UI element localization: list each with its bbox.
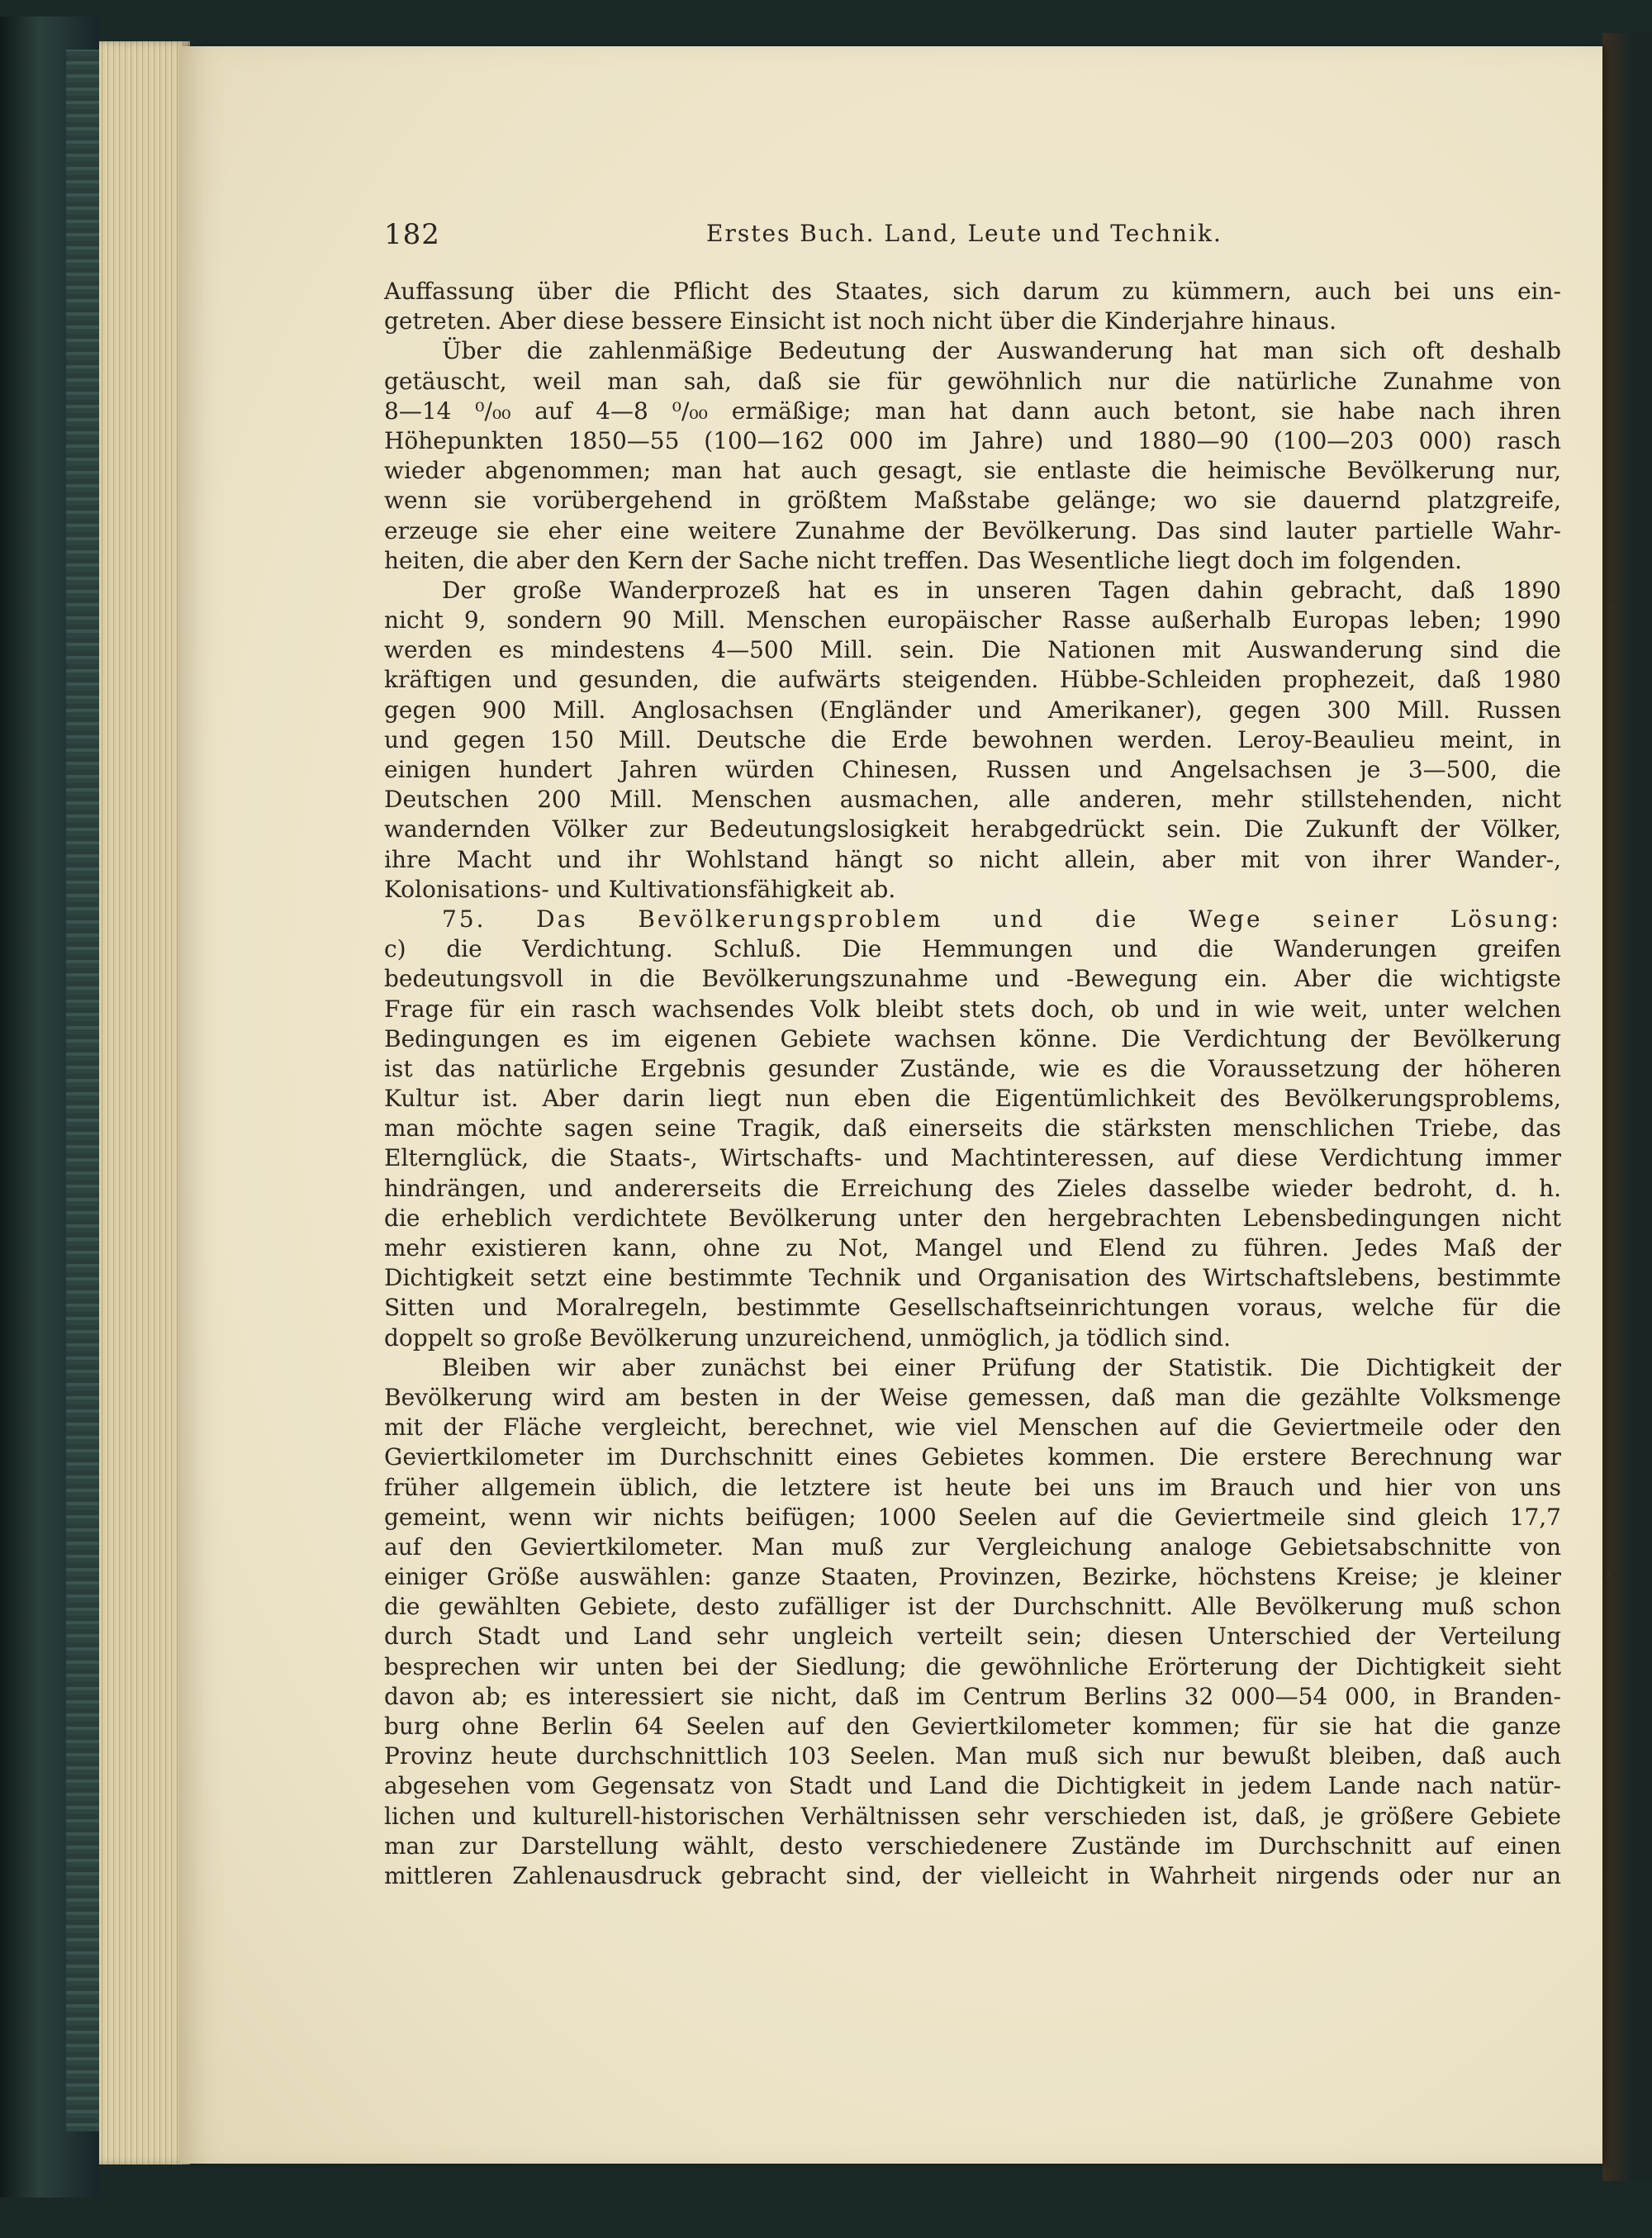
text-line: mehr existieren kann, ohne zu Not, Mangel und Elend zu führen. Jedes Maß der <box>384 1234 1561 1262</box>
page-header <box>384 218 1561 259</box>
text-line: Deutschen 200 Mill. Menschen ausmachen, alle anderen, mehr stillstehenden, nicht <box>384 786 1561 814</box>
text-line: bedeutungsvoll in die Bevölkerungszunahme und -Bewegung ein. Aber die wichtigste <box>384 965 1561 993</box>
right-cover-edge <box>1602 33 1652 2181</box>
text-line: wandernden Völker zur Bedeutungslosigkeit herabgedrückt sein. Die Zukunft der Völker, <box>384 815 1561 843</box>
page-edges <box>99 41 190 2164</box>
text-line: Bleiben wir aber zunächst bei einer Prüfung der Statistik. Die Dichtigkeit der <box>442 1353 1561 1381</box>
text-line: getäuscht, weil man sah, daß sie für gewöhnlich nur die natürliche Zunahme von <box>384 367 1561 395</box>
text-line: lichen und kulturell-historischen Verhältnissen sehr verschieden ist, daß, je größere Gebiete <box>384 1802 1561 1830</box>
text-line: Über die zahlenmäßige Bedeutung der Auswanderung hat man sich oft deshalb <box>442 337 1561 365</box>
text-line: Kolonisations- und Kultivationsfähigkeit ab. <box>384 875 896 903</box>
running-title: Erstes Buch. Land, Leute und Technik. <box>706 220 1222 247</box>
text-line: man zur Darstellung wählt, desto verschiedenere Zustände im Durchschnitt auf einen <box>384 1832 1561 1860</box>
text-line: gemeint, wenn wir nichts beifügen; 1000 Seelen auf die Geviertmeile sind gleich 17,7 <box>384 1503 1561 1531</box>
text-line: abgesehen vom Gegensatz von Stadt und Land die Dichtigkeit in jedem Lande nach natür- <box>384 1772 1561 1800</box>
text-line: Bevölkerung wird am besten in der Weise gemessen, daß man die gezählte Volksmenge <box>384 1383 1561 1411</box>
text-line: erzeuge sie eher eine weitere Zunahme der Bevölkerung. Das sind lauter partielle Wahr- <box>384 516 1561 544</box>
text-line: nicht 9, sondern 90 Mill. Menschen europäischer Rasse außerhalb Europas leben; 1990 <box>384 606 1561 634</box>
text-line: heiten, die aber den Kern der Sache nicht treffen. Das Wesentliche liegt doch im folgenden. <box>384 546 1463 574</box>
margin-mark: ' <box>1609 601 1614 621</box>
text-line: mittleren Zahlenausdruck gebracht sind, der vielleicht in Wahrheit nirgends oder nur an <box>384 1861 1561 1889</box>
text-line: Geviertkilometer im Durchschnitt eines Gebietes kommen. Die erstere Berechnung war <box>384 1443 1561 1471</box>
text-line: Elternglück, die Staats-, Wirtschafts- und Machtinteressen, auf diese Verdichtung immer <box>384 1144 1561 1172</box>
text-line: mit der Fläche vergleicht, berechnet, wie viel Menschen auf die Geviertmeile oder den <box>384 1414 1561 1442</box>
text-line: und gegen 150 Mill. Deutsche die Erde bewohnen werden. Leroy-Beaulieu meint, in <box>384 725 1561 753</box>
text-line: wenn sie vorübergehend in größtem Maßstabe gelänge; wo sie dauernd platzgreife, <box>384 487 1561 515</box>
text-line: 8—14 ⁰/₀₀ auf 4—8 ⁰/₀₀ ermäßige; man hat dann auch betont, sie habe nach ihren <box>384 397 1561 425</box>
text-line: auf den Geviertkilometer. Man muß zur Vergleichung analoge Gebietsabschnitte von <box>384 1532 1561 1561</box>
text-line: doppelt so große Bevölkerung unzureichend, unmöglich, ja tödlich sind. <box>384 1323 1232 1352</box>
text-line: die erheblich verdichtete Bevölkerung unter den hergebrachten Lebensbedingungen nicht <box>384 1204 1561 1232</box>
text-line: davon ab; es interessiert sie nicht, daß im Centrum Berlins 32 000—54 000, in Branden- <box>384 1682 1561 1710</box>
text-line: Bedingungen es im eigenen Gebiete wachsen könne. Die Verdichtung der Bevölkerung <box>384 1024 1561 1052</box>
text-line: Provinz heute durchschnittlich 103 Seelen. Man muß sich nur bewußt bleiben, daß auch <box>384 1742 1561 1770</box>
text-line: Höhepunkten 1850—55 (100—162 000 im Jahre) und 1880—90 (100—203 000) rasch <box>384 426 1561 454</box>
body-text <box>384 277 1561 1891</box>
text-line: getreten. Aber diese bessere Einsicht ist noch nicht über die Kinderjahre hinaus. <box>384 307 1336 335</box>
text-line: gegen 900 Mill. Anglosachsen (Engländer und Amerikaner), gegen 300 Mill. Russen <box>384 696 1561 724</box>
text-line: Kultur ist. Aber darin liegt nun eben die Eigentümlichkeit des Bevölkerungsproblems, <box>384 1085 1561 1113</box>
text-line: hindrängen, und andererseits die Erreichung des Zieles dasselbe wieder bedroht, d. h. <box>384 1174 1561 1202</box>
text-line: Der große Wanderprozeß hat es in unseren Tagen dahin gebracht, daß 1890 <box>442 576 1561 604</box>
text-line: Dichtigkeit setzt eine bestimmte Technik und Organisation des Wirtschaftslebens, bestimmte <box>384 1264 1561 1292</box>
text-line: c) die Verdichtung. Schluß. Die Hemmungen und die Wanderungen greifen <box>384 935 1561 963</box>
text-line: ihre Macht und ihr Wohlstand hängt so nicht allein, aber mit von ihrer Wander-, <box>384 845 1561 873</box>
text-line: wieder abgenommen; man hat auch gesagt, sie entlaste die heimische Bevölkerung nur, <box>384 457 1561 485</box>
page-number: 182 <box>384 218 440 251</box>
text-line: burg ohne Berlin 64 Seelen auf den Geviertkilometer kommen; für sie hat die ganze <box>384 1713 1561 1740</box>
text-line: einigen hundert Jahren würden Chinesen, Russen und Angelsachsen je 3—500, die <box>384 756 1561 783</box>
text-line: Sitten und Moralregeln, bestimmte Gesellschaftseinrichtungen voraus, welche für die <box>384 1294 1561 1322</box>
text-line: Auffassung über die Pflicht des Staates, sich darum zu kümmern, auch bei uns ein- <box>384 278 1561 305</box>
text-line: kräftigen und gesunden, die aufwärts steigenden. Hübbe-Schleiden prophezeit, daß 1980 <box>384 666 1561 694</box>
text-line: die gewählten Gebiete, desto zufälliger ist der Durchschnitt. Alle Bevölkerung muß schon <box>384 1593 1561 1621</box>
text-line: früher allgemein üblich, die letztere ist heute bei uns im Brauch und hier von uns <box>384 1473 1561 1501</box>
text-line: 75. Das Bevölkerungsproblem und die Wege seiner Lösung: <box>442 905 1561 933</box>
text-line: werden es mindestens 4—500 Mill. sein. Die Nationen mit Auswanderung sind die <box>384 636 1561 664</box>
text-line: einiger Größe auswählen: ganze Staaten, Provinzen, Bezirke, höchstens Kreise; je kleiner <box>384 1563 1561 1591</box>
text-line: man möchte sagen seine Tragik, daß einerseits die stärksten menschlichen Triebe, das <box>384 1114 1561 1143</box>
text-line: besprechen wir unten bei der Siedlung; die gewöhnliche Erörterung der Dichtigkeit sieht <box>384 1652 1561 1680</box>
text-line: Frage für ein rasch wachsendes Volk bleibt stets doch, ob und in wie weit, unter welchen <box>384 995 1561 1023</box>
text-line: durch Stadt und Land sehr ungleich verteilt sein; diesen Unterschied der Verteilung <box>384 1623 1561 1651</box>
text-line: ist das natürliche Ergebnis gesunder Zustände, wie es die Voraussetzung der höheren <box>384 1054 1561 1082</box>
margin-mark: , <box>1606 1560 1612 1580</box>
